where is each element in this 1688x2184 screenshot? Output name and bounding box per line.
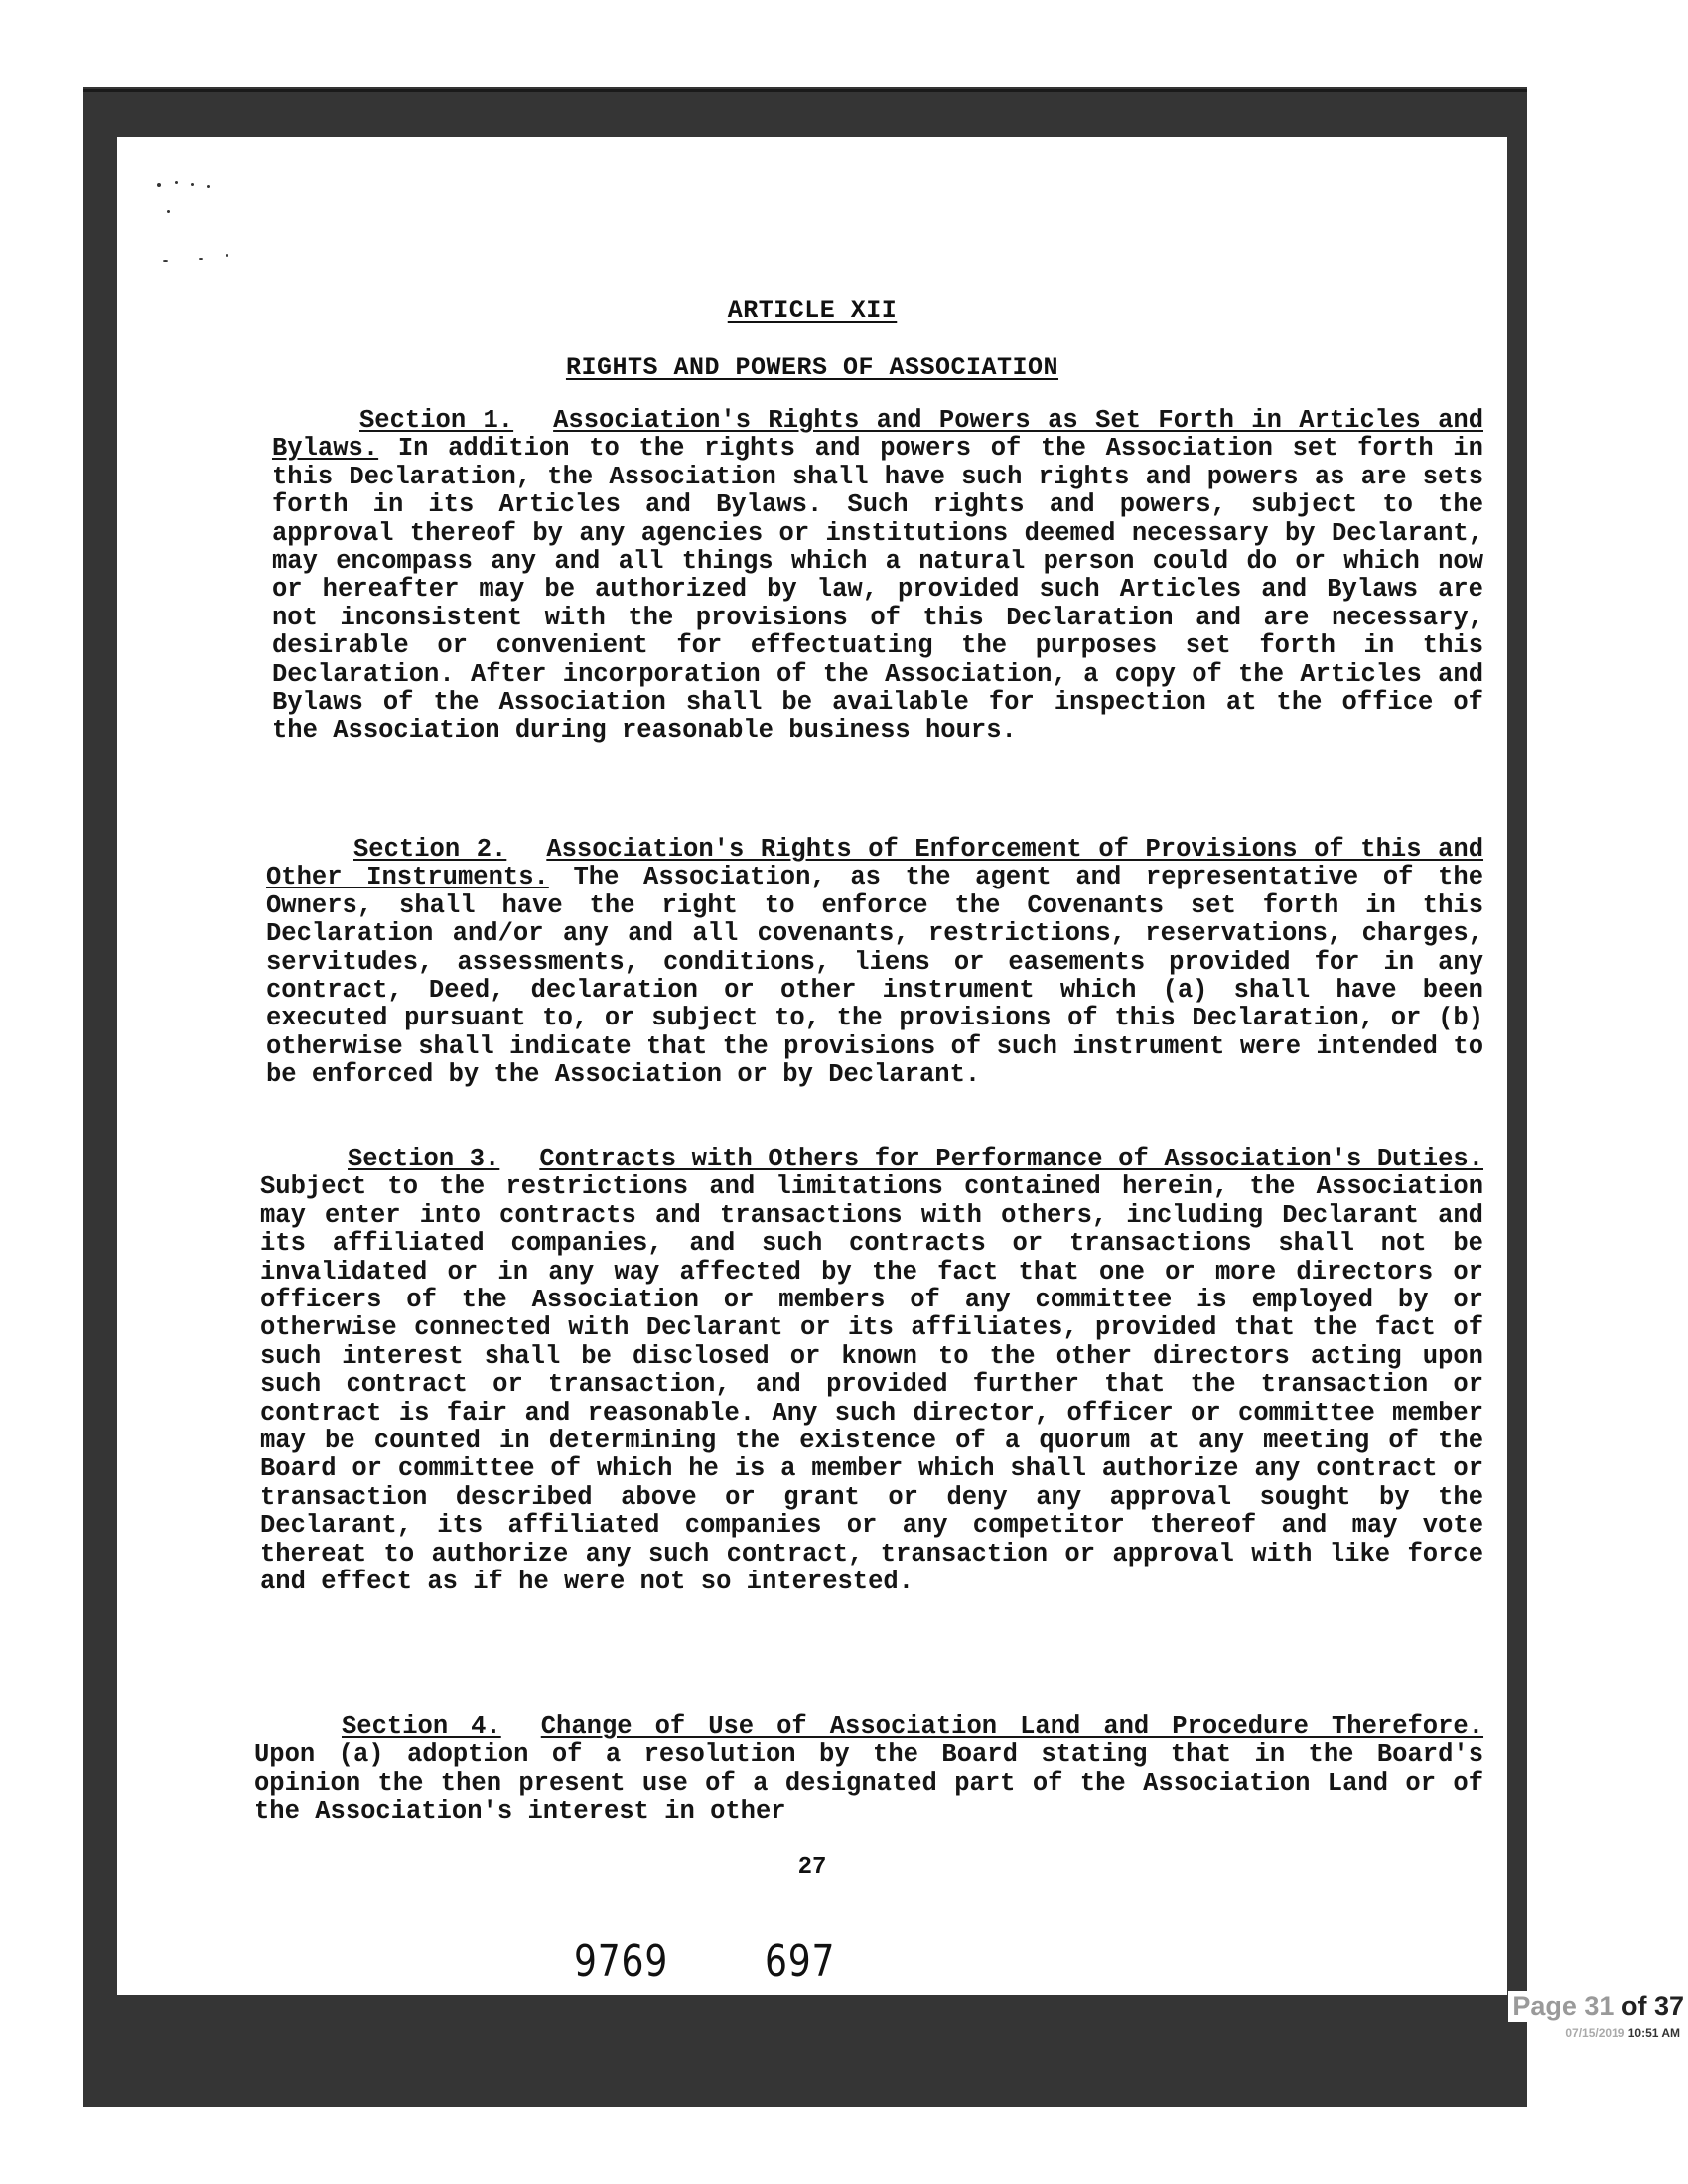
section-label: Section 2. [353, 835, 507, 864]
page-stamp [1508, 1991, 1688, 2040]
print-timestamp [1508, 2026, 1688, 2040]
print-time: 10:51 AM [1627, 2026, 1680, 2040]
section-3 [260, 1146, 1483, 1597]
section-label: Section 4. [342, 1712, 501, 1741]
scan-speck [207, 185, 210, 188]
section-title: Contracts with Others for Performance of Association's Duties. [539, 1145, 1483, 1173]
page-word: Page [1512, 1991, 1577, 2021]
section-body: Upon (a) adoption of a resolution by the Board stating that in the Board's opinion the then present use of a designated part of the Association Land or of the Association's interest in other [254, 1740, 1483, 1827]
print-date: 07/15/2019 [1565, 2026, 1625, 2040]
recording-page-number: 697 [765, 1936, 836, 1986]
section-body: Subject to the restrictions and limitations contained herein, the Association may enter into contracts and transactions with others, including Declarant and its affiliated companies, and such contracts or transactions shall not be invalidated or in any way affected by the fact that one or more directors or officers of the Association or members of any committee is employed by or otherwise connected with Declarant or its affiliates, provided that the fact of such interest shall be disclosed or known to the other directors acting upon such contract or transaction, and provided further that the transaction or contract is fair and reasonable. Any such director, officer or committee member may be counted in determining the existence of a quorum at any meeting of the Board or committee of which he is a member which shall authorize any contract or transaction described above or grant or deny any approval sought by the Declarant, its affiliated companies or any competitor thereof and may vote thereat to authorize any such contract, transaction or approval with like force and effect as if he were not so interested. [260, 1172, 1483, 1597]
article-heading: ARTICLE XII [727, 296, 898, 325]
section-2 [266, 836, 1483, 1090]
scan-speck [191, 183, 194, 186]
page-counter [1508, 1991, 1688, 2022]
section-body: The Association, as the agent and representative of the Owners, shall have the right to enforce the Covenants set forth in this Declaration and/or any and all covenants, restrictions, reservations, charges, servitudes, assessments, conditions, liens or easements provided for in any contract, Deed, declaration or other instrument which (a) shall have been executed pursuant to, or subject to, the provisions of this Declaration, or (b) otherwise shall indicate that the provisions of such instrument were intended to be enforced by the Association or by Declarant. [266, 863, 1483, 1090]
section-label: Section 1. [359, 406, 514, 435]
scan-speck [163, 260, 168, 262]
section-body: In addition to the rights and powers of the Association set forth in this Declaration, the Association shall have such rights and powers as are sets forth in its Articles and Bylaws. Such rights and powers, subject to the approval thereof by any agencies or institutions deemed necessary by Declarant, may encompass any and all things which a natural person could do or which now or hereafter may be authorized by law, provided such Articles and Bylaws are not inconsistent with the provisions of this Declaration and are necessary, desirable or convenient for effectuating the purposes set forth in this Declaration. After incorporation of the Association, a copy of the Articles and Bylaws of the Association shall be available for inspection at the office of the Association during reasonable business hours. [272, 434, 1483, 746]
scan-speck [175, 181, 178, 184]
scan-top-rule [83, 89, 1527, 92]
scan-speck [157, 183, 161, 187]
section-4 [254, 1713, 1483, 1827]
article-subheading: RIGHTS AND POWERS OF ASSOCIATION [565, 353, 1059, 382]
section-title: Change of Use of Association Land and Procedure Therefore. [540, 1712, 1484, 1741]
document-page [117, 137, 1507, 1995]
scan-speck [167, 210, 170, 213]
section-1 [272, 407, 1483, 746]
section-title: Association's Rights and Powers as Set Forth in Articles and Bylaws. [272, 406, 1483, 464]
page-current: 31 [1584, 1991, 1615, 2021]
section-title: Association's Rights of Enforcement of Provisions of this and Other Instruments. [266, 835, 1484, 892]
section-label: Section 3. [348, 1145, 500, 1173]
scan-speck [199, 258, 203, 260]
page-total: of 37 [1620, 1991, 1684, 2021]
scan-speck [226, 254, 228, 257]
page-number: 27 [797, 1854, 827, 1881]
recording-book-number: 9769 [574, 1936, 669, 1986]
